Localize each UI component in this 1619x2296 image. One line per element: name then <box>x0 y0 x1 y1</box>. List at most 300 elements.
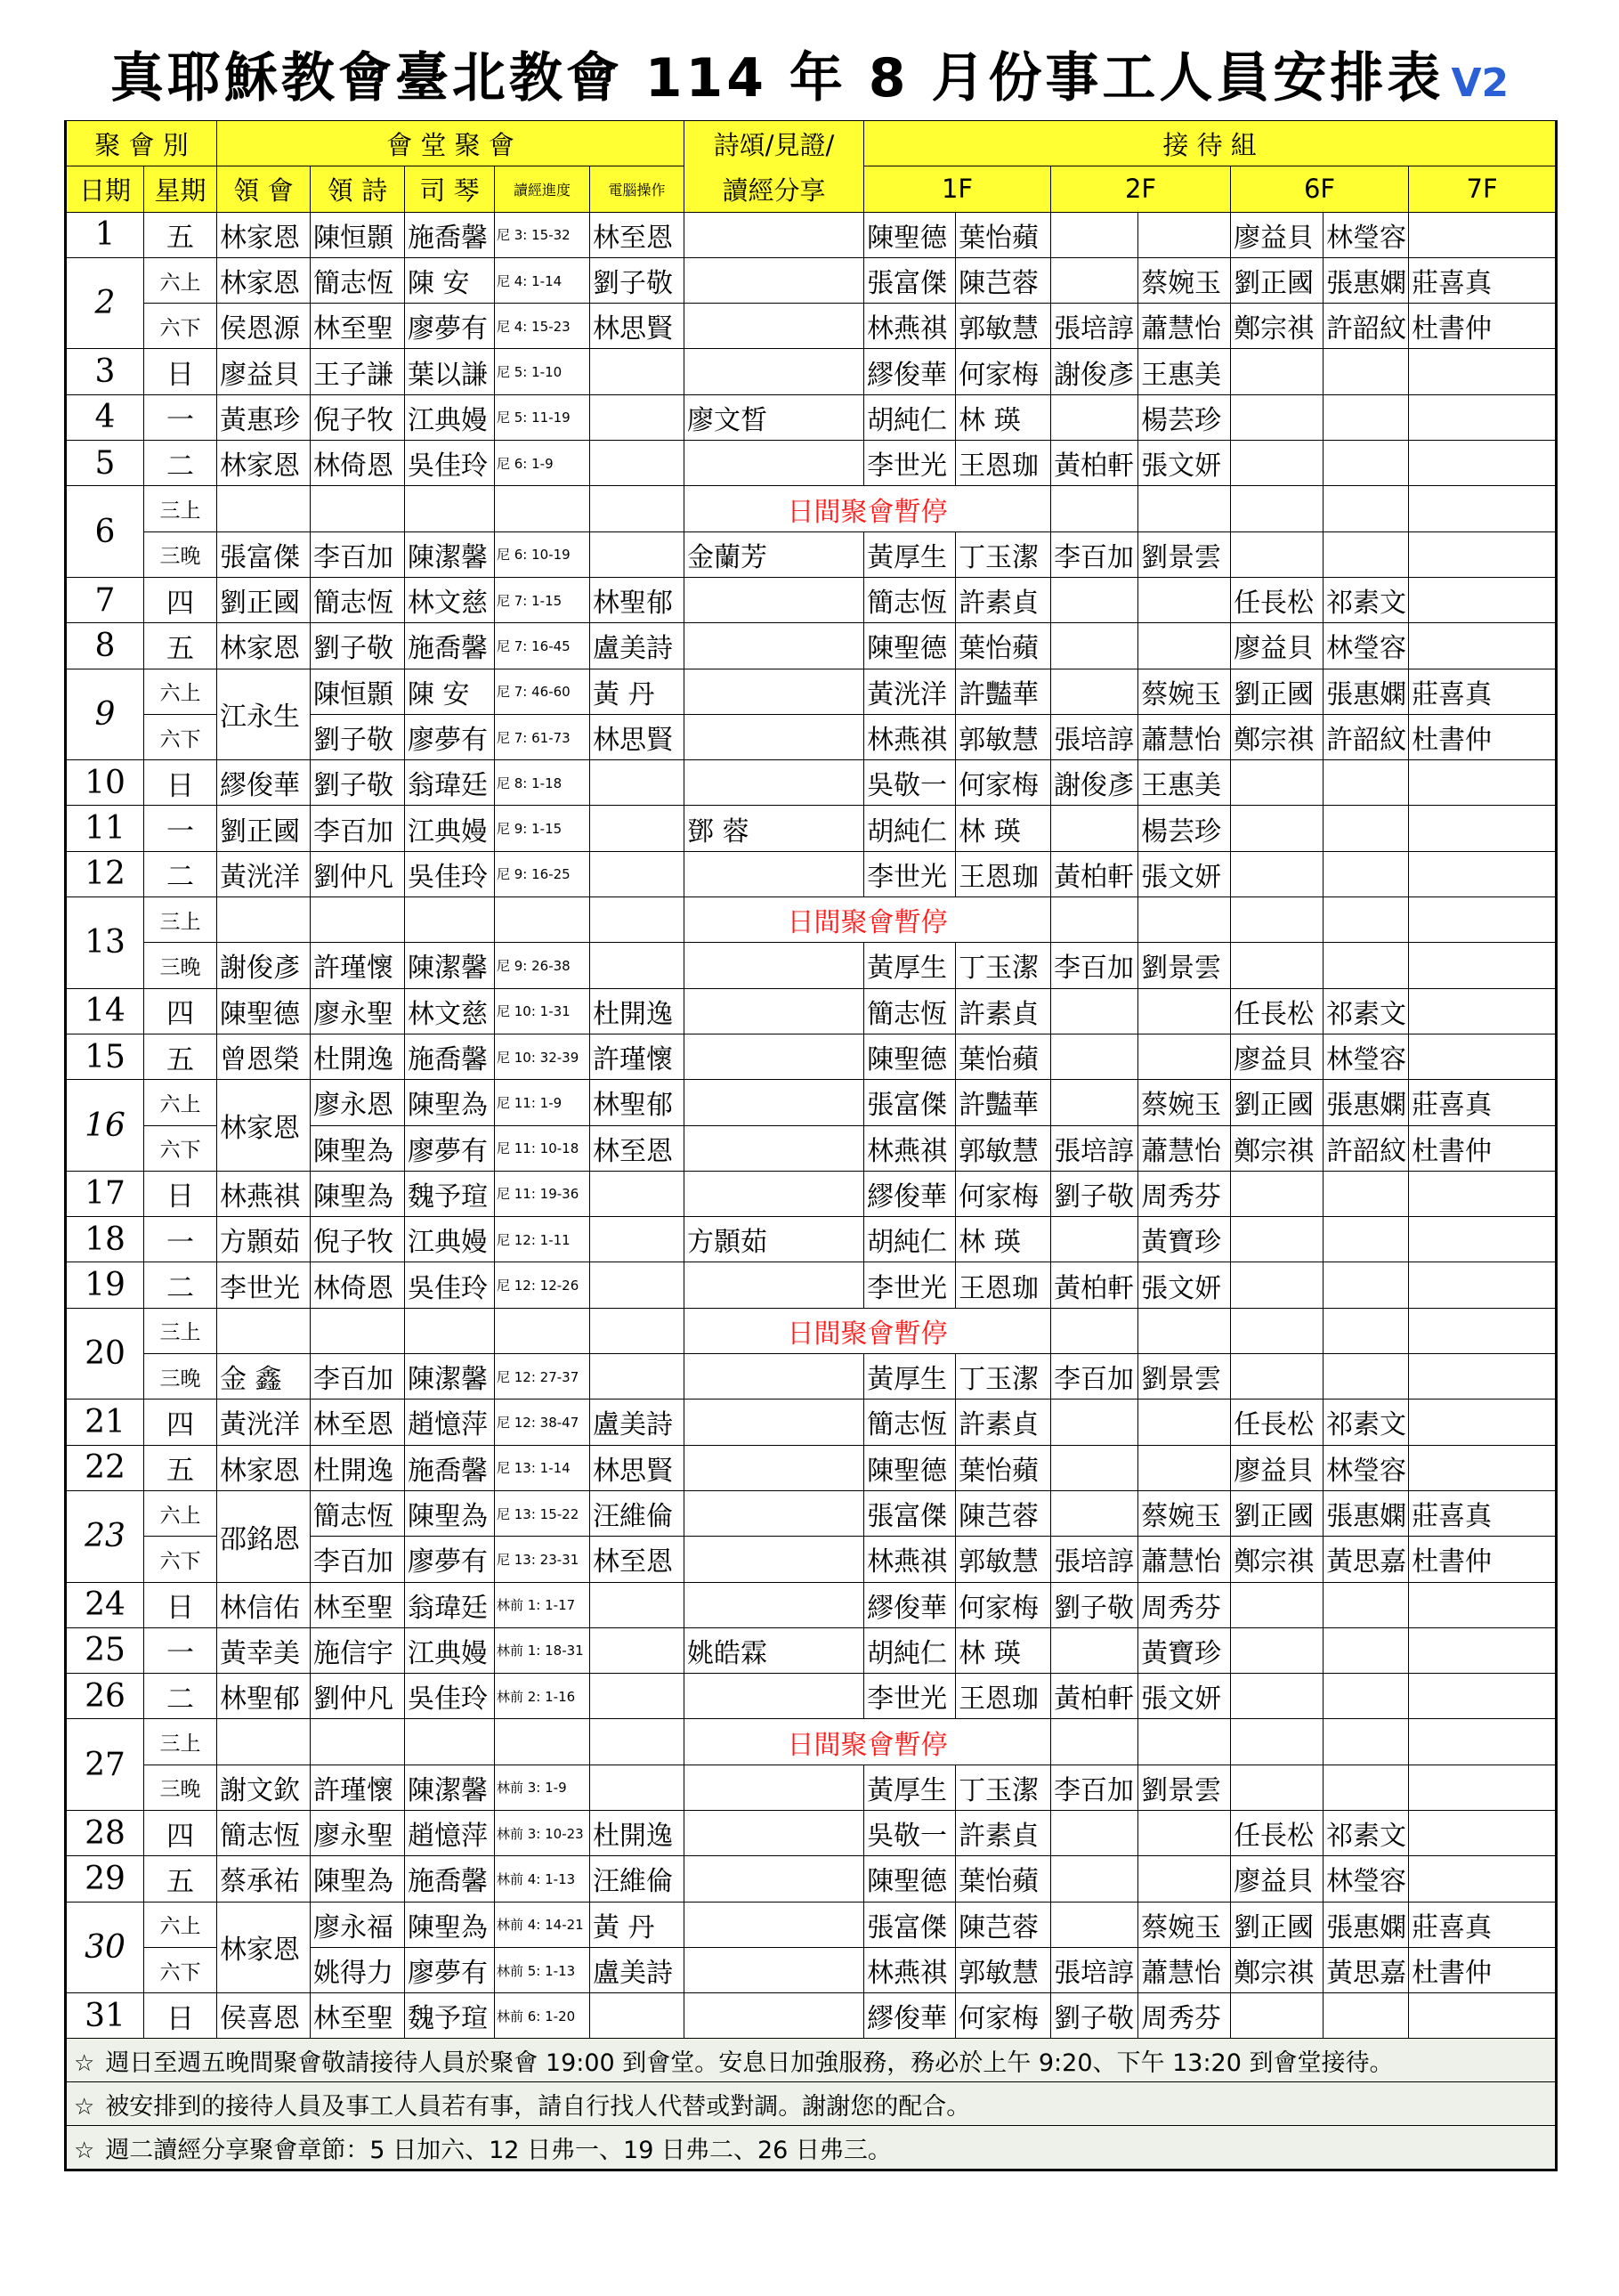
table-row <box>66 486 1557 531</box>
reception-1f-b: 葉怡蘋 <box>956 1445 1051 1490</box>
reception-6f-a: 鄭宗祺 <box>1231 714 1324 759</box>
share-cell <box>684 1080 864 1125</box>
reception-2f-b <box>1138 988 1231 1034</box>
reception-1f-b: 丁玉潔 <box>956 1765 1051 1810</box>
hymn-leader-cell: 許瑾懷 <box>311 943 405 988</box>
piano-cell: 林文慈 <box>405 577 495 622</box>
reception-2f-a <box>1051 1445 1138 1490</box>
reception-1f-a: 吳敬一 <box>864 1810 956 1855</box>
date-cell: 1 <box>66 212 144 257</box>
reception-1f-a: 陳聖德 <box>864 623 956 669</box>
weekday-cell: 四 <box>144 1810 217 1855</box>
reception-6f-b <box>1324 441 1409 486</box>
reception-2f-b: 張文妍 <box>1138 1262 1231 1308</box>
reception-2f-a <box>1051 1810 1138 1855</box>
reception-1f-b: 王恩珈 <box>956 1262 1051 1308</box>
reception-6f-b: 張惠嫻 <box>1324 1902 1409 1947</box>
reception-1f-b: 陳芑蓉 <box>956 1902 1051 1947</box>
hymn-leader-cell <box>311 1719 405 1765</box>
reception-6f-a: 任長松 <box>1231 988 1324 1034</box>
reception-6f-b: 祁素文 <box>1324 988 1409 1034</box>
piano-cell: 江典嫚 <box>405 394 495 440</box>
date-cell: 30 <box>66 1902 144 1993</box>
reception-1f-b: 丁玉潔 <box>956 531 1051 577</box>
reading-progress-cell: 林前 2: 1-16 <box>495 1674 590 1719</box>
computer-cell <box>590 486 684 531</box>
reception-cell <box>1231 1308 1324 1353</box>
reception-6f-a: 鄭宗祺 <box>1231 304 1324 349</box>
hymn-leader-cell: 陳恒顥 <box>311 212 405 257</box>
reception-1f-a: 陳聖德 <box>864 1856 956 1902</box>
reading-progress-cell: 尼 13: 15-22 <box>495 1490 590 1536</box>
leader-cell: 謝文欽 <box>217 1765 311 1810</box>
computer-cell <box>590 851 684 896</box>
leader-cell: 林聖郁 <box>217 1674 311 1719</box>
table-row <box>66 441 1557 486</box>
share-cell: 鄧 蓉 <box>684 806 864 851</box>
reading-progress-cell: 林前 5: 1-13 <box>495 1947 590 1992</box>
reception-1f-b: 許素貞 <box>956 577 1051 622</box>
reception-1f-b: 葉怡蘋 <box>956 623 1051 669</box>
reception-6f-a: 任長松 <box>1231 1400 1324 1445</box>
share-cell <box>684 1537 864 1582</box>
reception-1f-b: 許素貞 <box>956 988 1051 1034</box>
table-row <box>66 623 1557 669</box>
weekday-cell: 日 <box>144 1993 217 2039</box>
weekday-cell: 三上 <box>144 486 217 531</box>
reception-1f-a: 黃厚生 <box>864 531 956 577</box>
table-row <box>66 577 1557 622</box>
computer-cell <box>590 531 684 577</box>
reception-2f-b: 蔡婉玉 <box>1138 669 1231 714</box>
leader-cell: 黃洸洋 <box>217 1400 311 1445</box>
weekday-cell: 四 <box>144 988 217 1034</box>
computer-cell: 汪維倫 <box>590 1490 684 1536</box>
computer-cell: 林思賢 <box>590 1445 684 1490</box>
weekday-cell: 六下 <box>144 1537 217 1582</box>
reception-6f-a: 廖益貝 <box>1231 1034 1324 1079</box>
reception-2f-a <box>1051 1400 1138 1445</box>
table-row <box>66 1400 1557 1445</box>
date-cell: 11 <box>66 806 144 851</box>
reading-progress-cell: 林前 3: 1-9 <box>495 1765 590 1810</box>
table-row <box>66 1674 1557 1719</box>
reception-2f-b <box>1138 623 1231 669</box>
reception-cell <box>1409 1308 1557 1353</box>
hymn-leader-cell: 施信宇 <box>311 1627 405 1673</box>
computer-cell: 黃 丹 <box>590 1902 684 1947</box>
header-6f: 6F <box>1231 166 1409 212</box>
reception-1f-b: 許素貞 <box>956 1810 1051 1855</box>
reception-2f-a: 劉子敬 <box>1051 1993 1138 2039</box>
hymn-leader-cell: 杜開逸 <box>311 1445 405 1490</box>
leader-cell: 謝俊彥 <box>217 943 311 988</box>
reception-6f-b <box>1324 851 1409 896</box>
reception-2f-a <box>1051 806 1138 851</box>
reception-6f-b <box>1324 1627 1409 1673</box>
reception-6f-a <box>1231 943 1324 988</box>
reception-1f-a: 李世光 <box>864 441 956 486</box>
table-row <box>66 1993 1557 2039</box>
hymn-leader-cell <box>311 897 405 943</box>
reception-1f-b: 何家梅 <box>956 1582 1051 1627</box>
reception-cell <box>1231 1719 1324 1765</box>
piano-cell: 廖夢有 <box>405 1537 495 1582</box>
reception-1f-a: 陳聖德 <box>864 1445 956 1490</box>
reception-1f-b: 葉怡蘋 <box>956 1856 1051 1902</box>
piano-cell: 江典嫚 <box>405 1217 495 1262</box>
reception-2f-b: 張文妍 <box>1138 1674 1231 1719</box>
computer-cell: 林聖郁 <box>590 1080 684 1125</box>
reception-2f-a <box>1051 212 1138 257</box>
header-reception: 接 待 組 <box>864 121 1557 166</box>
piano-cell <box>405 486 495 531</box>
note-row <box>66 2082 1557 2126</box>
piano-cell: 施喬馨 <box>405 1445 495 1490</box>
computer-cell <box>590 1308 684 1353</box>
reading-progress-cell: 尼 13: 23-31 <box>495 1537 590 1582</box>
reading-progress-cell: 尼 5: 11-19 <box>495 394 590 440</box>
computer-cell: 盧美詩 <box>590 1400 684 1445</box>
table-row <box>66 531 1557 577</box>
reception-7f <box>1409 1856 1557 1902</box>
reception-1f-a: 繆俊華 <box>864 349 956 394</box>
reception-7f <box>1409 1445 1557 1490</box>
hymn-leader-cell: 倪子牧 <box>311 394 405 440</box>
reception-2f-a: 張培諄 <box>1051 1947 1138 1992</box>
share-cell <box>684 669 864 714</box>
reception-7f <box>1409 1993 1557 2039</box>
reception-1f-b: 王恩珈 <box>956 1674 1051 1719</box>
reception-7f <box>1409 806 1557 851</box>
leader-cell: 邵銘恩 <box>217 1490 311 1582</box>
leader-cell: 陳聖德 <box>217 988 311 1034</box>
piano-cell: 趙憶萍 <box>405 1400 495 1445</box>
header-piano: 司 琴 <box>405 166 495 212</box>
table-row <box>66 1719 1557 1765</box>
reception-2f-a: 張培諄 <box>1051 714 1138 759</box>
leader-cell: 劉正國 <box>217 806 311 851</box>
reception-6f-b: 許韶紋 <box>1324 304 1409 349</box>
reception-1f-b: 許豔華 <box>956 669 1051 714</box>
hymn-leader-cell: 劉子敬 <box>311 714 405 759</box>
weekday-cell: 二 <box>144 851 217 896</box>
reading-cell <box>495 486 590 531</box>
computer-cell <box>590 897 684 943</box>
table-row <box>66 943 1557 988</box>
computer-cell: 林至恩 <box>590 1125 684 1171</box>
hymn-leader-cell: 廖永福 <box>311 1902 405 1947</box>
piano-cell: 廖夢有 <box>405 1947 495 1992</box>
share-cell <box>684 943 864 988</box>
date-cell: 23 <box>66 1490 144 1582</box>
reception-6f-a <box>1231 394 1324 440</box>
header-7f: 7F <box>1409 166 1557 212</box>
table-row <box>66 1034 1557 1079</box>
reception-7f: 莊喜真 <box>1409 1490 1557 1536</box>
reception-2f-a: 黃柏軒 <box>1051 1674 1138 1719</box>
leader-cell: 黃惠珍 <box>217 394 311 440</box>
reception-cell <box>1051 1308 1138 1353</box>
weekday-cell: 一 <box>144 1217 217 1262</box>
reception-1f-a: 張富傑 <box>864 1080 956 1125</box>
note-cell <box>66 2082 1557 2126</box>
table-row <box>66 1308 1557 1353</box>
weekday-cell: 六下 <box>144 1125 217 1171</box>
weekday-cell: 三上 <box>144 1308 217 1353</box>
reception-7f: 莊喜真 <box>1409 1902 1557 1947</box>
header-hymn-bottom: 讀經分享 <box>684 166 864 212</box>
reception-2f-b: 劉景雲 <box>1138 1354 1231 1400</box>
piano-cell: 吳佳玲 <box>405 851 495 896</box>
leader-cell <box>217 486 311 531</box>
hymn-leader-cell: 姚得力 <box>311 1947 405 1992</box>
reading-progress-cell: 尼 11: 10-18 <box>495 1125 590 1171</box>
weekday-cell: 三晚 <box>144 531 217 577</box>
reception-7f <box>1409 943 1557 988</box>
reception-2f-b: 周秀芬 <box>1138 1993 1231 2039</box>
reception-1f-b: 林 瑛 <box>956 1217 1051 1262</box>
computer-cell <box>590 1993 684 2039</box>
star-icon: ☆ <box>74 2049 95 2077</box>
reception-7f <box>1409 623 1557 669</box>
reception-2f-a <box>1051 1080 1138 1125</box>
weekday-cell: 二 <box>144 1262 217 1308</box>
weekday-cell: 三晚 <box>144 1765 217 1810</box>
reception-6f-a <box>1231 851 1324 896</box>
reception-1f-a: 林燕祺 <box>864 1947 956 1992</box>
hymn-leader-cell: 倪子牧 <box>311 1217 405 1262</box>
suspended-notice: 日間聚會暫停 <box>684 1308 1051 1353</box>
weekday-cell: 一 <box>144 394 217 440</box>
reception-6f-b: 林瑩容 <box>1324 1034 1409 1079</box>
reception-2f-b: 周秀芬 <box>1138 1171 1231 1216</box>
reception-2f-b: 蕭慧怡 <box>1138 1537 1231 1582</box>
hymn-leader-cell <box>311 1308 405 1353</box>
weekday-cell: 三上 <box>144 1719 217 1765</box>
reception-1f-a: 黃厚生 <box>864 1765 956 1810</box>
reception-2f-a <box>1051 577 1138 622</box>
reading-progress-cell: 尼 4: 15-23 <box>495 304 590 349</box>
reception-6f-a: 劉正國 <box>1231 1080 1324 1125</box>
hymn-leader-cell: 李百加 <box>311 1354 405 1400</box>
reception-6f-b <box>1324 943 1409 988</box>
piano-cell: 陳潔馨 <box>405 1765 495 1810</box>
computer-cell: 杜開逸 <box>590 1810 684 1855</box>
computer-cell <box>590 806 684 851</box>
reception-7f: 杜書仲 <box>1409 304 1557 349</box>
reading-progress-cell: 尼 4: 1-14 <box>495 257 590 303</box>
hymn-leader-cell: 劉子敬 <box>311 623 405 669</box>
hymn-leader-cell: 廖永恩 <box>311 1080 405 1125</box>
date-cell: 4 <box>66 394 144 440</box>
hymn-leader-cell: 簡志恆 <box>311 577 405 622</box>
suspended-notice: 日間聚會暫停 <box>684 897 1051 943</box>
reception-6f-a: 劉正國 <box>1231 1902 1324 1947</box>
share-cell <box>684 1765 864 1810</box>
piano-cell: 魏予瑄 <box>405 1171 495 1216</box>
reception-cell <box>1324 897 1409 943</box>
leader-cell <box>217 897 311 943</box>
table-row <box>66 1445 1557 1490</box>
share-cell <box>684 714 864 759</box>
reception-2f-a <box>1051 394 1138 440</box>
hymn-leader-cell: 廖永聖 <box>311 1810 405 1855</box>
reception-2f-a: 李百加 <box>1051 1765 1138 1810</box>
date-cell: 15 <box>66 1034 144 1079</box>
reception-7f: 杜書仲 <box>1409 1125 1557 1171</box>
title-text: 真耶穌教會臺北教會 114 年 8 月份事工人員安排表 <box>109 47 1445 110</box>
date-cell: 5 <box>66 441 144 486</box>
computer-cell: 林聖郁 <box>590 577 684 622</box>
reception-cell <box>1324 1719 1409 1765</box>
computer-cell: 林至恩 <box>590 1537 684 1582</box>
leader-cell: 江永生 <box>217 669 311 760</box>
reception-1f-a: 李世光 <box>864 1674 956 1719</box>
computer-cell <box>590 1582 684 1627</box>
reception-6f-b: 林瑩容 <box>1324 212 1409 257</box>
weekday-cell: 四 <box>144 1400 217 1445</box>
piano-cell: 施喬馨 <box>405 212 495 257</box>
piano-cell: 林文慈 <box>405 988 495 1034</box>
reception-7f <box>1409 1765 1557 1810</box>
reception-1f-b: 何家梅 <box>956 760 1051 806</box>
reception-1f-b: 王恩珈 <box>956 851 1051 896</box>
reception-6f-a: 廖益貝 <box>1231 1445 1324 1490</box>
share-cell <box>684 1125 864 1171</box>
reception-7f <box>1409 212 1557 257</box>
reception-6f-a <box>1231 1993 1324 2039</box>
reception-2f-b: 劉景雲 <box>1138 943 1231 988</box>
reading-progress-cell: 尼 7: 61-73 <box>495 714 590 759</box>
piano-cell <box>405 1308 495 1353</box>
computer-cell: 盧美詩 <box>590 623 684 669</box>
weekday-cell: 三上 <box>144 897 217 943</box>
reception-1f-b: 郭敏慧 <box>956 1125 1051 1171</box>
computer-cell <box>590 441 684 486</box>
reading-progress-cell: 尼 9: 1-15 <box>495 806 590 851</box>
reception-2f-a: 劉子敬 <box>1051 1582 1138 1627</box>
reading-progress-cell: 尼 6: 1-9 <box>495 441 590 486</box>
weekday-cell: 六上 <box>144 1902 217 1947</box>
table-row <box>66 257 1557 303</box>
reception-6f-a <box>1231 531 1324 577</box>
reception-1f-b: 葉怡蘋 <box>956 212 1051 257</box>
leader-cell: 廖益貝 <box>217 349 311 394</box>
reading-progress-cell: 尼 7: 1-15 <box>495 577 590 622</box>
table-row <box>66 851 1557 896</box>
piano-cell: 吳佳玲 <box>405 1262 495 1308</box>
leader-cell: 黃洸洋 <box>217 851 311 896</box>
share-cell <box>684 1262 864 1308</box>
reception-2f-b: 劉景雲 <box>1138 1765 1231 1810</box>
reading-progress-cell: 尼 7: 16-45 <box>495 623 590 669</box>
version-label: V2 <box>1451 61 1510 106</box>
weekday-cell: 六上 <box>144 669 217 714</box>
header-leader: 領 會 <box>217 166 311 212</box>
reception-6f-b <box>1324 349 1409 394</box>
reception-cell <box>1324 1308 1409 1353</box>
date-cell: 7 <box>66 577 144 622</box>
piano-cell: 陳 安 <box>405 669 495 714</box>
hymn-leader-cell: 林至聖 <box>311 1582 405 1627</box>
schedule-table <box>64 120 1558 2171</box>
share-cell <box>684 1993 864 2039</box>
weekday-cell: 二 <box>144 1674 217 1719</box>
share-cell <box>684 1034 864 1079</box>
reading-progress-cell: 尼 9: 26-38 <box>495 943 590 988</box>
piano-cell: 江典嫚 <box>405 1627 495 1673</box>
reception-6f-a: 廖益貝 <box>1231 623 1324 669</box>
reception-1f-a: 張富傑 <box>864 257 956 303</box>
reception-2f-a: 李百加 <box>1051 531 1138 577</box>
header-1f: 1F <box>864 166 1051 212</box>
reception-1f-b: 郭敏慧 <box>956 1537 1051 1582</box>
date-cell: 24 <box>66 1582 144 1627</box>
reception-1f-a: 簡志恆 <box>864 577 956 622</box>
weekday-cell: 一 <box>144 806 217 851</box>
reception-6f-b <box>1324 806 1409 851</box>
piano-cell: 施喬馨 <box>405 1856 495 1902</box>
reception-cell <box>1409 897 1557 943</box>
reception-1f-a: 簡志恆 <box>864 1400 956 1445</box>
table-row <box>66 1902 1557 1947</box>
reception-6f-b <box>1324 394 1409 440</box>
reception-1f-a: 胡純仁 <box>864 1627 956 1673</box>
share-cell <box>684 1445 864 1490</box>
reception-2f-b: 蕭慧怡 <box>1138 714 1231 759</box>
reception-1f-b: 林 瑛 <box>956 1627 1051 1673</box>
table-row <box>66 988 1557 1034</box>
leader-cell: 劉正國 <box>217 577 311 622</box>
reception-6f-b: 黃思嘉 <box>1324 1537 1409 1582</box>
computer-cell <box>590 1765 684 1810</box>
reception-6f-b: 林瑩容 <box>1324 1856 1409 1902</box>
reception-cell <box>1231 897 1324 943</box>
table-row <box>66 1217 1557 1262</box>
reception-6f-a: 鄭宗祺 <box>1231 1537 1324 1582</box>
table-row <box>66 1765 1557 1810</box>
computer-cell <box>590 1674 684 1719</box>
reception-1f-a: 陳聖德 <box>864 212 956 257</box>
reception-7f <box>1409 1217 1557 1262</box>
reception-6f-b <box>1324 1993 1409 2039</box>
reception-2f-b <box>1138 577 1231 622</box>
reception-6f-b: 張惠嫻 <box>1324 669 1409 714</box>
weekday-cell: 二 <box>144 441 217 486</box>
piano-cell: 魏予瑄 <box>405 1993 495 2039</box>
reception-7f <box>1409 394 1557 440</box>
leader-cell: 林信佑 <box>217 1582 311 1627</box>
reception-6f-b <box>1324 1262 1409 1308</box>
reading-cell <box>495 1719 590 1765</box>
schedule-body <box>66 121 1557 2170</box>
share-cell <box>684 851 864 896</box>
table-row <box>66 1856 1557 1902</box>
reception-2f-a <box>1051 1034 1138 1079</box>
reception-1f-a: 簡志恆 <box>864 988 956 1034</box>
table-row <box>66 1490 1557 1536</box>
note-row <box>66 2039 1557 2082</box>
hymn-leader-cell: 簡志恆 <box>311 257 405 303</box>
reception-2f-a: 劉子敬 <box>1051 1171 1138 1216</box>
leader-cell: 林家恩 <box>217 212 311 257</box>
share-cell <box>684 760 864 806</box>
reception-1f-b: 許素貞 <box>956 1400 1051 1445</box>
piano-cell: 廖夢有 <box>405 1125 495 1171</box>
reception-cell <box>1138 1719 1231 1765</box>
share-cell <box>684 349 864 394</box>
